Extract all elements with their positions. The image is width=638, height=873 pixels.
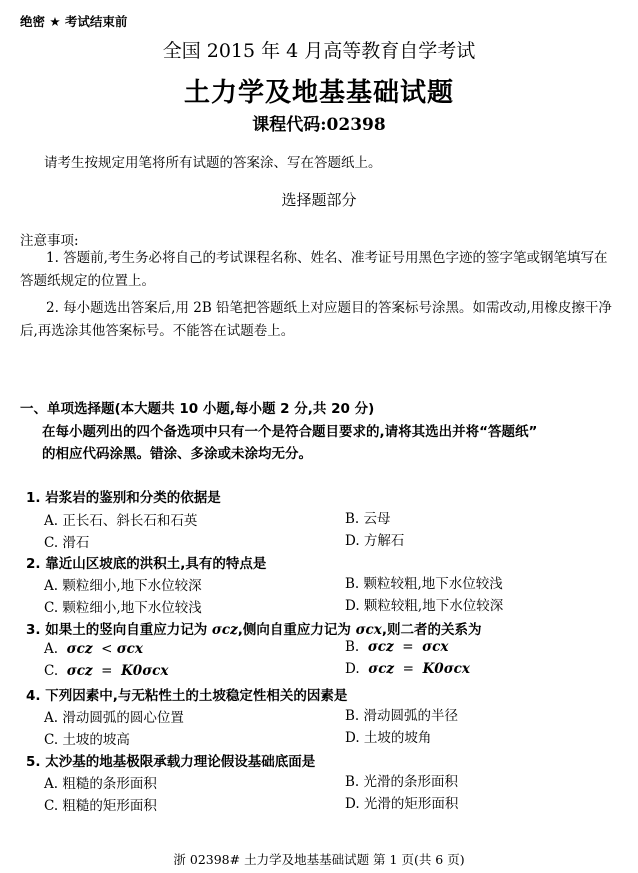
- question-1-option-c: C. 滑石: [44, 535, 90, 551]
- confidential-label: 绝密 ★ 考试结束前: [20, 14, 128, 29]
- part-title: 选择题部分: [281, 191, 357, 209]
- notice-item-1: 1. 答题前,考生务必将自己的考试课程名称、姓名、准考证号用黑色字迹的签字笔或钢笔填写在答题纸规定的位置上。: [20, 250, 608, 289]
- general-instruction: 请考生按规定用笔将所有试题的答案涂、写在答题纸上。: [44, 155, 382, 171]
- question-5-option-c: C. 粗糙的矩形面积: [44, 798, 157, 814]
- section-desc-line1: 在每小题列出的四个备选项中只有一个是符合题目要求的,请将其选出并将“答题纸”: [42, 424, 538, 440]
- question-2-stem: 2. 靠近山区坡底的洪积土,具有的特点是: [26, 556, 267, 572]
- question-5-option-b: B. 光滑的条形面积: [345, 774, 459, 790]
- question-3-option-d: D. σcz = K0σcx: [345, 661, 470, 677]
- question-3-option-a: A. σcz < σcx: [44, 641, 143, 657]
- paper-title: 土力学及地基基础试题: [183, 78, 454, 108]
- question-2-option-b: B. 颗粒较粗,地下水位较浅: [345, 576, 503, 592]
- question-2-option-d: D. 颗粒较粗,地下水位较深: [345, 598, 504, 614]
- exam-heading: 全国 2015 年 4 月高等教育自学考试: [162, 40, 476, 62]
- question-3-option-b: B. σcz = σcx: [345, 639, 449, 655]
- question-4-option-a: A. 滑动圆弧的圆心位置: [44, 710, 184, 726]
- section-title: 一、单项选择题(本大题共 10 小题,每小题 2 分,共 20 分): [20, 401, 375, 417]
- section-desc-line2: 的相应代码涂黑。错涂、多涂或未涂均无分。: [42, 446, 312, 462]
- question-2-option-c: C. 颗粒细小,地下水位较浅: [44, 600, 202, 616]
- sigma-cx-symbol: σcx: [355, 622, 382, 638]
- course-code: 课程代码:02398: [252, 115, 386, 135]
- question-5-option-a: A. 粗糙的条形面积: [44, 776, 157, 792]
- question-5-stem: 5. 太沙基的地基极限承载力理论假设基础底面是: [26, 754, 316, 770]
- question-3-stem: 3. 如果土的竖向自重应力记为 σcz,侧向自重应力记为 σcx,则二者的关系为: [26, 622, 482, 638]
- question-1-option-a: A. 正长石、斜长石和石英: [44, 513, 198, 529]
- notice-title: 注意事项:: [20, 233, 79, 249]
- sigma-cz-symbol: σcz: [211, 622, 238, 638]
- question-4-stem: 4. 下列因素中,与无粘性土的土坡稳定性相关的因素是: [26, 688, 348, 704]
- page-footer: 浙 02398# 土力学及地基基础试题 第 1 页(共 6 页): [173, 852, 465, 867]
- question-5-option-d: D. 光滑的矩形面积: [345, 796, 459, 812]
- question-2-option-a: A. 颗粒细小,地下水位较深: [44, 578, 202, 594]
- question-1-option-d: D. 方解石: [345, 533, 405, 549]
- question-3-option-c: C. σcz = K0σcx: [44, 663, 169, 679]
- question-4-option-c: C. 土坡的坡高: [44, 732, 130, 748]
- question-1-option-b: B. 云母: [345, 511, 391, 527]
- question-4-option-d: D. 土坡的坡角: [345, 730, 432, 746]
- notice-item-2: 2. 每小题选出答案后,用 2B 铅笔把答题纸上对应题目的答案标号涂黑。如需改动,用橡皮擦干净后,再选涂其他答案标号。不能答在试题卷上。: [20, 300, 612, 339]
- question-4-option-b: B. 滑动圆弧的半径: [345, 708, 459, 724]
- question-1-stem: 1. 岩浆岩的鉴别和分类的依据是: [26, 490, 221, 506]
